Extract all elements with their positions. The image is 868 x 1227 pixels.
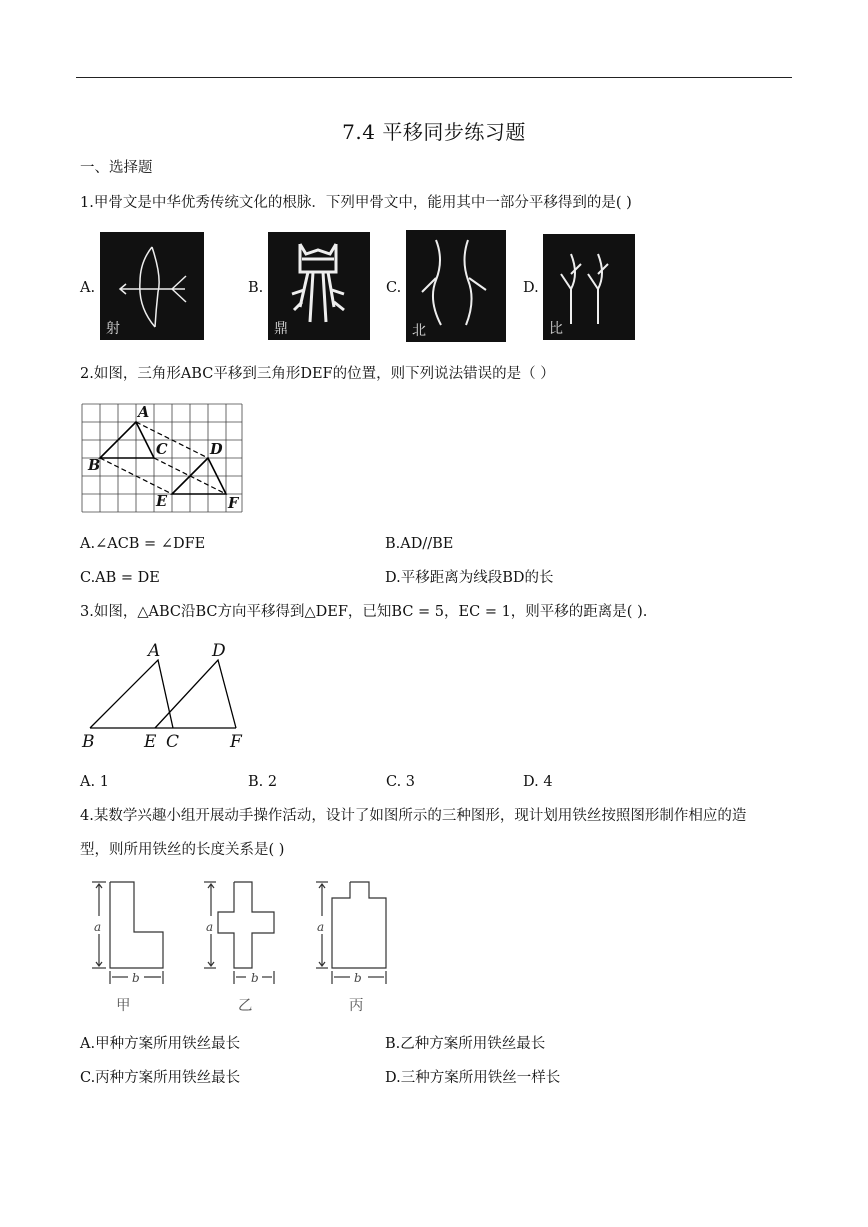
oracle-image-bei [406,230,506,342]
oracle-caption: 射 [106,321,120,337]
q3-option-a: A. 1 [80,774,109,790]
oracle-image-she [100,232,204,340]
point-label: B [82,732,95,752]
q4-stem-line2: 型，则所用铁丝的长度关系是( ) [80,842,285,858]
point-label: C [166,732,180,752]
header-rule [76,77,792,78]
q3-option-c: C. 3 [386,774,416,790]
q4-option-c: C.丙种方案所用铁丝最长 [80,1070,241,1086]
q2-option-c: C.AB = DE [80,570,160,586]
dimension-label-b: b [251,971,259,985]
figure-caption: 乙 [238,998,253,1014]
point-label: D [210,441,223,458]
q4-option-d: D.三种方案所用铁丝一样长 [385,1070,561,1086]
point-label: C [156,441,168,458]
dimension-label-a: a [317,920,325,934]
point-label: E [156,493,168,510]
point-label: A [138,404,150,421]
q3-option-d: D. 4 [523,774,553,790]
q1-option-b: B. [248,280,264,296]
q3-option-b: B. 2 [248,774,278,790]
q3-stem: 3.如图，△ABC沿BC方向平移得到△DEF，已知BC = 5，EC = 1，则平移的距离是( ). [80,604,648,620]
q2-option-d: D.平移距离为线段BD的长 [385,570,554,586]
oracle-caption: 北 [412,323,426,339]
point-label: E [144,732,157,752]
dimension-label-a: a [94,920,102,934]
q4-shapes-figure [86,876,406,1022]
oracle-image-bi [543,234,635,340]
point-label: A [148,641,161,661]
page-title: 7.4 平移同步练习题 [342,120,526,144]
q2-grid-figure [80,400,246,515]
point-label: B [88,457,101,474]
q1-option-c: C. [386,280,402,296]
q1-stem: 1.甲骨文是中华优秀传统文化的根脉．下列甲骨文中，能用其中一部分平移得到的是( ) [80,195,632,211]
point-label: D [212,641,226,661]
oracle-caption: 鼎 [274,321,288,337]
dimension-label-b: b [354,971,362,985]
q4-option-b: B.乙种方案所用铁丝最长 [385,1036,546,1052]
q1-option-a: A. [80,280,96,296]
dimension-label-b: b [132,971,140,985]
q1-option-d: D. [523,280,539,296]
figure-caption: 丙 [349,998,364,1014]
dimension-label-a: a [206,920,214,934]
point-label: F [228,495,239,512]
q2-option-a: A.∠ACB = ∠DFE [80,536,206,552]
point-label: F [230,732,242,752]
q4-option-a: A.甲种方案所用铁丝最长 [80,1036,241,1052]
q3-triangle-figure [80,640,250,752]
q4-stem-line1: 4.某数学兴趣小组开展动手操作活动，设计了如图所示的三种图形，现计划用铁丝按照图形制作相应的造 [80,808,747,824]
q2-stem: 2.如图，三角形ABC平移到三角形DEF的位置，则下列说法错误的是（ ） [80,366,555,382]
q2-option-b: B.AD//BE [385,536,454,552]
section-heading: 一、选择题 [80,160,153,176]
oracle-image-ding [268,232,370,340]
oracle-caption: 比 [549,321,563,337]
figure-caption: 甲 [116,998,131,1014]
